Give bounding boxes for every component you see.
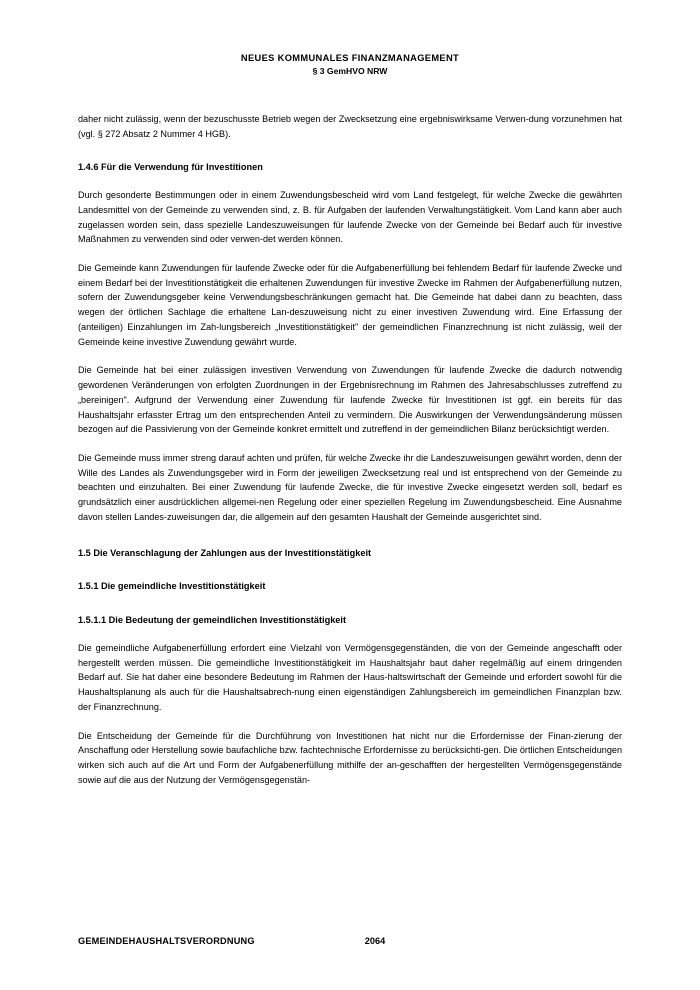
document-footer xyxy=(78,936,622,946)
paragraph-1: Durch gesonderte Bestimmungen oder in einem Zuwendungsbescheid wird vom Land festgelegt, für welche Zwecke die gewährten Landesmittel von der Gemeinde zu verwenden sind, z. B. für Aufgaben der laufenden Verwaltungstätigkeit. Vom Land kann aber auch zugelassen worden sein, dass spezielle Landeszuweisungen für laufende Zwecke von der Gemeinde bei Bedarf auch für investive Maßnahmen zu verwenden sind oder verwen-det werden können. xyxy=(78,190,622,245)
paragraph-3: Die Gemeinde hat bei einer zulässigen investiven Verwendung von Zuwendungen für laufende Zwecke die dadurch notwendig gewordenen Veränderungen von erfolgten Zuordnungen in der Ergebnisrechnung im Rahmen des Jahresabschlusses zutreffend zu „bereinigen". Aufgrund der Verwendung einer Zuwendung für laufende Zwecke für Investitionen ist ggf. ein bereits für das Haushaltsjahr erfasster Ertrag um den entsprechenden Anteil zu vermindern. Die Auswirkungen der Verwendungsänderung müssen bezogen auf die Passivierung von der Gemeinde konkret ermittelt und zutreffend in der gemeindlichen Bilanz berücksichtigt werden. xyxy=(78,365,622,435)
header-subtitle: § 3 GemHVO NRW xyxy=(312,66,388,77)
heading-1-5-1: 1.5.1 Die gemeindliche Investitionstätigkeit xyxy=(78,581,266,592)
page-number: 2064 xyxy=(364,936,386,946)
heading-1-5-1-1: 1.5.1.1 Die Bedeutung der gemeindlichen Investitionstätigkeit xyxy=(78,615,347,626)
heading-1-5: 1.5 Die Veranschlagung der Zahlungen aus der Investitionstätigkeit xyxy=(78,547,372,558)
paragraph-5: Die gemeindliche Aufgabenerfüllung erfordert eine Vielzahl von Vermögensgegenständen, die von der Gemeinde angeschafft oder hergestellt werden müssen. Die gemeindliche Investitionstätigkeit im Haushaltsjahr baut daher regelmäßig auf einem dringenden Bedarf auf. Sie hat daher eine besondere Bedeutung im Rahmen der Haus-haltswirtschaft der Gemeinde und erfordert sowohl für die Haushaltsplanung als auch für die Haushaltsabrech-nung einen eigenständigen Zahlungsbereich im gemeindlichen Finanzplan bzw. der Finanzrechnung. xyxy=(78,642,622,712)
paragraph-6: Die Entscheidung der Gemeinde für die Durchführung von Investitionen hat nicht nur die Erfordernisse der Finan-zierung der Anschaffung oder Herstellung sowie baufachliche bzw. fachtechnische Erfordernisse zu berücksichti-gen. Die örtlichen Entscheidungen wirken sich auch auf die Art und Form der Aufgabenerfüllung mithilfe der an-geschafften der hergestellten Vermögensgegenstände sowie auf die aus der Nutzung der Vermögensgegenstän- xyxy=(78,730,622,785)
header-title: NEUES KOMMUNALES FINANZMANAGEMENT xyxy=(240,53,460,63)
paragraph-2: Die Gemeinde kann Zuwendungen für laufende Zwecke oder für die Aufgabenerfüllung bei fehlendem Bedarf für laufende Zwecke und einem Bedarf bei der Investitionstätigkeit die erhaltenen Zuwendungen für investive Zwecke im Rahmen der Aufgabenerfüllung nutzen, sofern der Zuwendungsgeber keine Verwendungsbeschränkungen gemacht hat. Die Gemeinde hat dabei dann zu beachten, dass wegen der örtlichen Sachlage die erhaltene Lan-deszuweisung nicht zu einer investiven Zuwendung wird. Eine Erfassung der (anteiligen) Einzahlungen im Zah-lungsbereich „Investitionstätigkeit" der gemeindlichen Finanzrechnung ist nicht zulässig, weil der Gemeinde keine investive Zuwendung gewährt wurde. xyxy=(78,263,622,347)
heading-1-4-6: 1.4.6 Für die Verwendung für Investitionen xyxy=(78,162,263,173)
paragraph-4: Die Gemeinde muss immer streng darauf achten und prüfen, für welche Zwecke ihr die Landeszuweisungen gewährt worden, denn der Wille des Landes als Zuwendungsgeber wird in Form der jeweiligen Zwecksetzung real und ist entsprechend von der Gemeinde zu beachten und einzuhalten. Bei einer Zuwendung für laufende Zwecke, die für investive Zwecke eingesetzt werden soll, bedarf es grundsätzlich einer ausdrücklichen allgemei-nen Regelung oder einer speziellen Regelung im Zuwendungsbescheid. Eine Ausnahme davon stellen Landes-zuweisungen dar, die allgemein auf den gesamten Haushalt der Gemeinde ausgerichtet sind. xyxy=(78,452,622,522)
footer-label: GEMEINDEHAUSHALTSVERORDNUNG xyxy=(78,936,255,946)
document-header xyxy=(78,52,622,78)
paragraph-intro: daher nicht zulässig, wenn der bezuschusste Betrieb wegen der Zwecksetzung eine ergebniswirksame Verwen-dung vorzunehmen hat (vgl. § 272 Absatz 2 Nummer 4 HGB). xyxy=(78,113,622,139)
